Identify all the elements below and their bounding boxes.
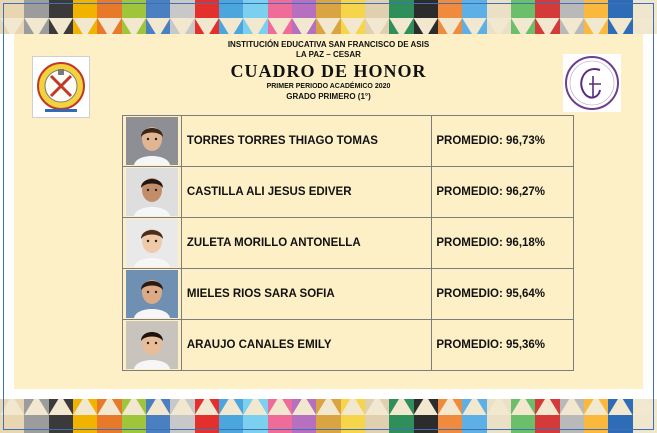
pencil-decoration <box>560 0 584 34</box>
honor-board <box>14 34 643 389</box>
pencil-decoration <box>414 0 438 34</box>
table-row <box>123 218 574 269</box>
pencil-decoration <box>268 399 292 433</box>
pencil-decoration <box>462 0 486 34</box>
pencil-decoration <box>243 399 267 433</box>
student-name: ZULETA MORILLO ANTONELLA <box>181 218 432 269</box>
student-photo <box>126 270 178 318</box>
pencil-decoration <box>341 399 365 433</box>
pencil-decoration <box>24 399 48 433</box>
pencil-decoration <box>633 399 657 433</box>
pencil-decoration <box>389 399 413 433</box>
table-row <box>123 116 574 167</box>
table-row <box>123 269 574 320</box>
student-average: PROMEDIO: 96,27% <box>432 167 574 218</box>
pencil-decoration <box>341 0 365 34</box>
pencil-decoration <box>414 399 438 433</box>
pencil-decoration <box>0 0 24 34</box>
student-photo-cell <box>123 116 182 167</box>
pencil-decoration <box>268 0 292 34</box>
pencil-decoration <box>97 399 121 433</box>
pencil-decoration <box>146 399 170 433</box>
pencil-decoration <box>535 0 559 34</box>
student-average: PROMEDIO: 96,18% <box>432 218 574 269</box>
pencil-decoration <box>195 0 219 34</box>
student-photo <box>126 219 178 267</box>
pencil-decoration <box>608 0 632 34</box>
pencil-decoration <box>633 0 657 34</box>
student-name: ARAUJO CANALES EMILY <box>181 320 432 371</box>
pencil-decoration <box>511 0 535 34</box>
pencil-decoration <box>219 399 243 433</box>
pencil-decoration <box>487 0 511 34</box>
student-photo-cell <box>123 167 182 218</box>
student-name: TORRES TORRES THIAGO TOMAS <box>181 116 432 167</box>
document-header <box>14 40 643 102</box>
pencil-decoration <box>584 0 608 34</box>
pencil-decoration <box>365 0 389 34</box>
student-photo-cell <box>123 218 182 269</box>
student-average: PROMEDIO: 95,36% <box>432 320 574 371</box>
pencil-decoration <box>389 0 413 34</box>
pencil-decoration <box>49 0 73 34</box>
top-pencil-border <box>0 0 657 34</box>
student-photo <box>126 117 178 165</box>
honor-roll-table <box>122 115 574 371</box>
pencil-decoration <box>584 399 608 433</box>
city-name: LA PAZ – CESAR <box>296 50 361 59</box>
table-row <box>123 320 574 371</box>
pencil-decoration <box>316 0 340 34</box>
pencil-decoration <box>292 0 316 34</box>
pencil-decoration <box>608 399 632 433</box>
student-photo-cell <box>123 320 182 371</box>
pencil-decoration <box>0 399 24 433</box>
pencil-decoration <box>97 0 121 34</box>
pencil-decoration <box>365 399 389 433</box>
institution-name: INSTITUCIÓN EDUCATIVA SAN FRANCISCO DE ASIS <box>227 40 430 49</box>
pencil-decoration <box>170 0 194 34</box>
table-row <box>123 167 574 218</box>
pencil-decoration <box>122 0 146 34</box>
pencil-decoration <box>73 399 97 433</box>
pencil-decoration <box>122 399 146 433</box>
academic-period: PRIMER PERIODO ACADÉMICO 2020 <box>266 83 391 90</box>
student-average: PROMEDIO: 95,64% <box>432 269 574 320</box>
pencil-decoration <box>73 0 97 34</box>
grade-label: GRADO PRIMERO (1°) <box>286 92 371 101</box>
pencil-decoration <box>535 399 559 433</box>
pencil-decoration <box>438 0 462 34</box>
pencil-decoration <box>24 0 48 34</box>
student-photo-cell <box>123 269 182 320</box>
pencil-decoration <box>438 399 462 433</box>
student-name: MIELES RIOS SARA SOFIA <box>181 269 432 320</box>
pencil-decoration <box>511 399 535 433</box>
pencil-decoration <box>487 399 511 433</box>
pencil-decoration <box>195 399 219 433</box>
bottom-pencil-border <box>0 399 657 433</box>
pencil-decoration <box>243 0 267 34</box>
student-name: CASTILLA ALI JESUS EDIVER <box>181 167 432 218</box>
student-photo <box>126 321 178 369</box>
pencil-decoration <box>462 399 486 433</box>
pencil-decoration <box>146 0 170 34</box>
pencil-decoration <box>316 399 340 433</box>
page-title: CUADRO DE HONOR <box>230 61 427 81</box>
student-photo <box>126 168 178 216</box>
pencil-decoration <box>219 0 243 34</box>
pencil-decoration <box>170 399 194 433</box>
student-average: PROMEDIO: 96,73% <box>432 116 574 167</box>
pencil-decoration <box>49 399 73 433</box>
pencil-decoration <box>292 399 316 433</box>
pencil-decoration <box>560 399 584 433</box>
